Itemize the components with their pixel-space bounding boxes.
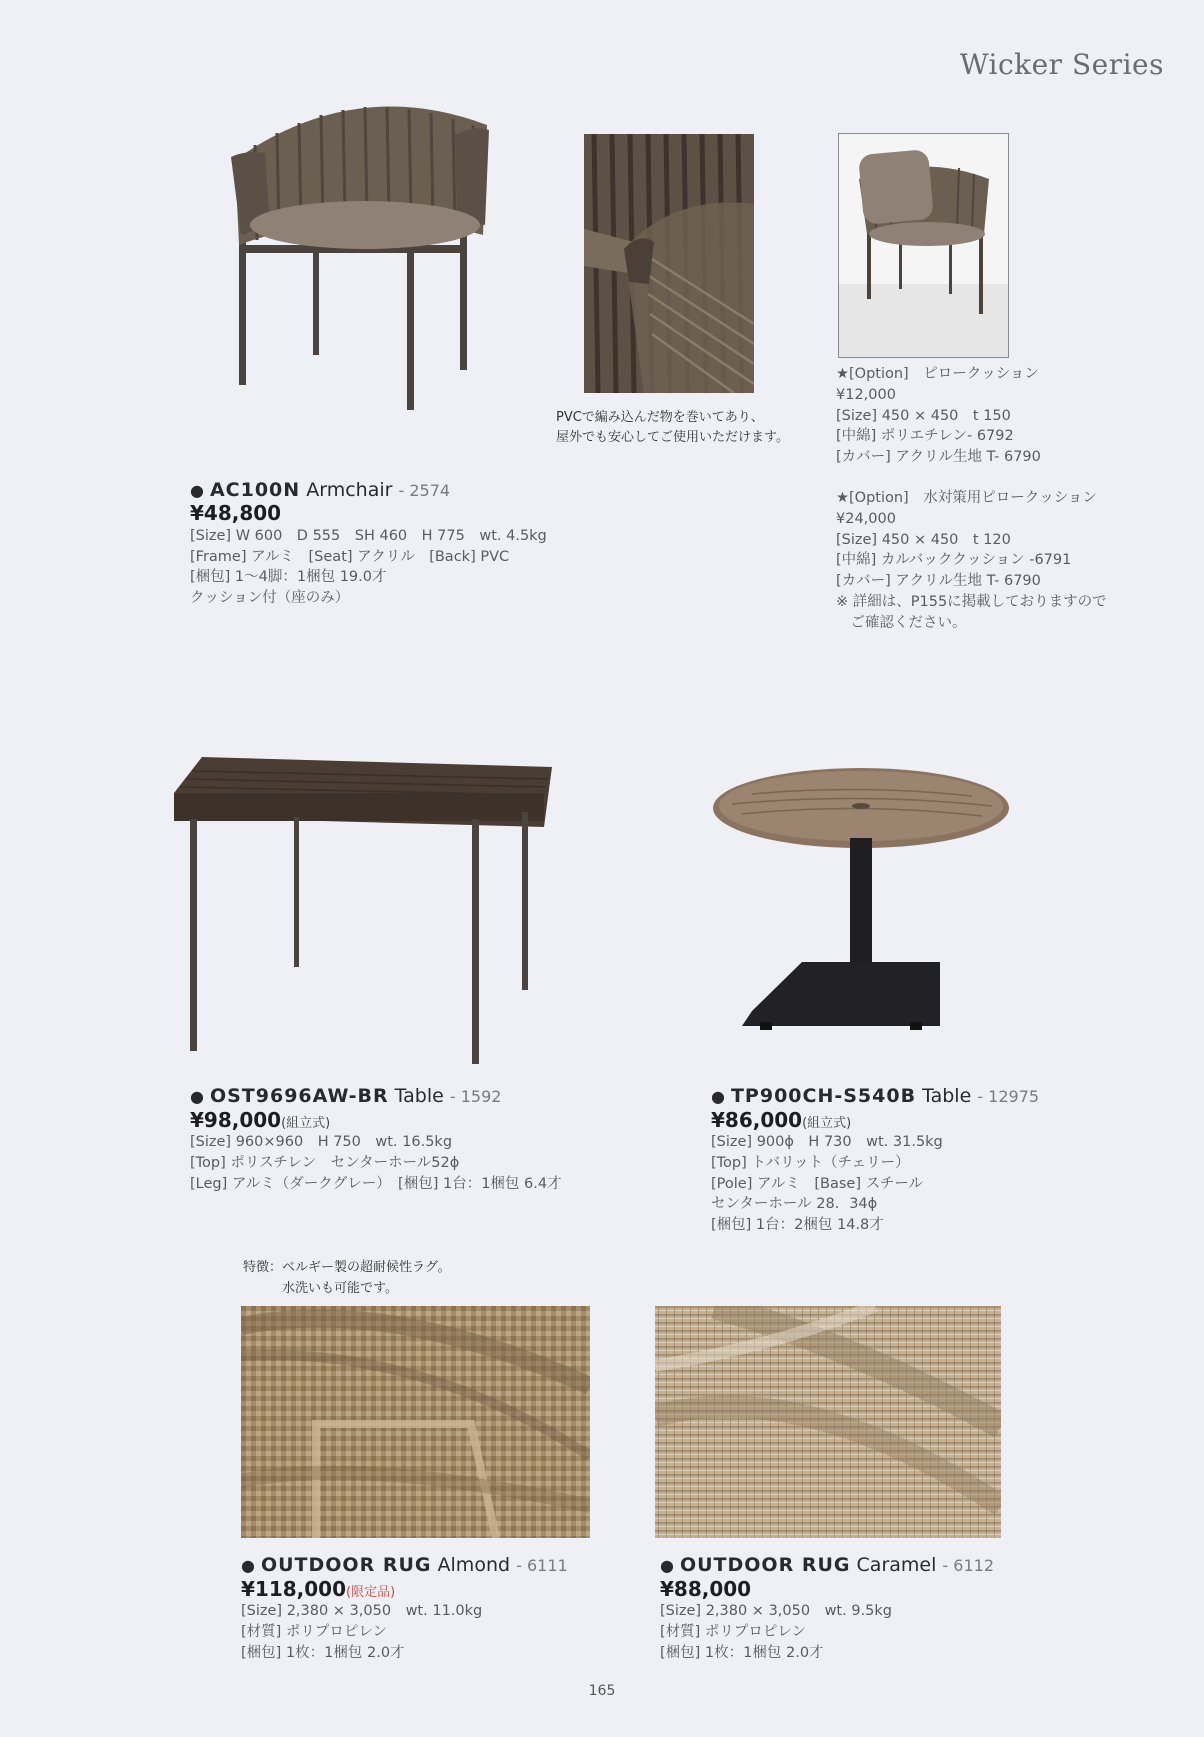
table1-code: - 1592 <box>449 1087 502 1106</box>
series-title: Wicker Series <box>959 48 1164 81</box>
rug-caramel-texture <box>655 1306 1001 1538</box>
armchair-spec-size: [Size] W 600 D 555 SH 460 H 775 wt. 4.5kg <box>190 528 547 544</box>
table2-code: - 12975 <box>977 1087 1040 1106</box>
armrest-closeup-photo <box>584 134 754 393</box>
table2-name <box>711 1085 1039 1107</box>
rug1-type: Almond <box>437 1554 511 1576</box>
round-table-illustration <box>712 766 1010 1048</box>
rug1-limited-badge: (限定品) <box>346 1585 396 1600</box>
rug-feature-line-1: 特徴：ベルギー製の超耐候性ラグ。 <box>243 1260 451 1275</box>
rug2-spec-packing: [梱包] 1枚：1梱包 2.0才 <box>660 1645 824 1661</box>
table1-price-value: ¥98,000 <box>190 1108 282 1132</box>
closeup-caption-line-2: 屋外でも安心してご使用いただけます。 <box>556 430 789 445</box>
bullet-icon: ● <box>190 481 204 500</box>
option2-size: [Size] 450 × 450 t 120 <box>836 532 1011 548</box>
square-table-photo <box>172 757 554 1070</box>
rug2-type: Caramel <box>856 1554 937 1576</box>
armchair-code: - 2574 <box>398 481 451 500</box>
rug1-spec-packing: [梱包] 1枚：1梱包 2.0才 <box>241 1645 405 1661</box>
rug-almond-texture <box>241 1306 590 1538</box>
table2-type: Table <box>922 1085 972 1107</box>
armchair-spec-material: [Frame] アルミ [Seat] アクリル [Back] PVC <box>190 549 510 565</box>
table2-spec-hole: センターホール 28．34ϕ <box>711 1196 878 1212</box>
option2-cover: [カバー] アクリル生地 T- 6790 <box>836 573 1041 589</box>
rug1-price-value: ¥118,000 <box>241 1577 347 1601</box>
round-table-photo <box>712 766 1010 1048</box>
option2-note-line-2: ご確認ください。 <box>836 615 967 631</box>
option1-cover: [カバー] アクリル生地 T- 6790 <box>836 449 1041 465</box>
rug-almond-photo <box>241 1306 590 1538</box>
page-number: 165 <box>588 1683 616 1699</box>
rug2-model: OUTDOOR RUG <box>679 1554 851 1576</box>
pillow-option-photo <box>838 133 1009 358</box>
armchair-price: ¥48,800 <box>190 501 282 525</box>
table1-spec-leg: [Leg] アルミ（ダークグレー） [梱包] 1台：1梱包 6.4才 <box>190 1176 562 1192</box>
armchair-type: Armchair <box>306 479 393 501</box>
bullet-icon: ● <box>241 1556 255 1575</box>
table2-spec-pole: [Pole] アルミ [Base] スチール <box>711 1176 924 1192</box>
armchair-spec-cushion: クッション付（座のみ） <box>190 590 350 606</box>
option2-filling: [中綿] カルバッククッション -6791 <box>836 552 1072 568</box>
option1-title: ★[Option] ピロークッション <box>836 366 1039 382</box>
table2-price-suffix: (組立式) <box>802 1116 852 1131</box>
rug1-model: OUTDOOR RUG <box>260 1554 432 1576</box>
table1-type: Table <box>394 1085 444 1107</box>
rug1-spec-material: [材質] ポリプロピレン <box>241 1624 388 1640</box>
table2-spec-top: [Top] トバリット（チェリー） <box>711 1155 910 1171</box>
table2-spec-packing: [梱包] 1台：2梱包 14.8才 <box>711 1217 884 1233</box>
armchair-photo <box>225 95 505 455</box>
table1-spec-top: [Top] ポリスチレン センターホール52ϕ <box>190 1155 460 1171</box>
table1-model: OST9696AW-BR <box>209 1085 389 1107</box>
rug1-spec-size: [Size] 2,380 × 3,050 wt. 11.0kg <box>241 1603 483 1619</box>
armchair-illustration <box>225 95 505 455</box>
rug2-price: ¥88,000 <box>660 1577 752 1601</box>
rug1-code: - 6111 <box>516 1556 568 1575</box>
rug2-code: - 6112 <box>942 1556 994 1575</box>
rug2-spec-material: [材質] ポリプロピレン <box>660 1624 807 1640</box>
rug-caramel-photo <box>655 1306 1001 1538</box>
pillow-chair-illustration <box>839 134 1008 357</box>
closeup-caption-line-1: PVCで編み込んだ物を巻いてあり、 <box>556 410 764 425</box>
rug2-spec-size: [Size] 2,380 × 3,050 wt. 9.5kg <box>660 1603 892 1619</box>
rug1-name <box>241 1554 568 1576</box>
table2-spec-size: [Size] 900ϕ H 730 wt. 31.5kg <box>711 1134 943 1150</box>
option1-filling: [中綿] ポリエチレン- 6792 <box>836 428 1014 444</box>
armchair-name <box>190 479 450 501</box>
rug2-name <box>660 1554 994 1576</box>
option2-note-line-1: ※ 詳細は、P155に掲載しておりますので <box>836 594 1107 610</box>
square-table-illustration <box>172 757 554 1070</box>
table1-name <box>190 1085 501 1107</box>
armchair-model: AC100N <box>209 479 301 501</box>
option1-price: ¥12,000 <box>836 387 896 403</box>
table2-price-value: ¥86,000 <box>711 1108 803 1132</box>
table1-price-suffix: (組立式) <box>281 1116 331 1131</box>
option1-size: [Size] 450 × 450 t 150 <box>836 408 1011 424</box>
table2-model: TP900CH-S540B <box>730 1085 917 1107</box>
armchair-spec-packing: [梱包] 1〜4脚：1梱包 19.0才 <box>190 569 387 585</box>
bullet-icon: ● <box>711 1087 725 1106</box>
option2-price: ¥24,000 <box>836 511 896 527</box>
bullet-icon: ● <box>190 1087 204 1106</box>
closeup-illustration <box>584 134 754 393</box>
bullet-icon: ● <box>660 1556 674 1575</box>
table1-spec-size: [Size] 960×960 H 750 wt. 16.5kg <box>190 1134 453 1150</box>
rug-feature-line-2: 水洗いも可能です。 <box>243 1281 398 1296</box>
option2-title: ★[Option] 水対策用ピロークッション <box>836 490 1097 506</box>
